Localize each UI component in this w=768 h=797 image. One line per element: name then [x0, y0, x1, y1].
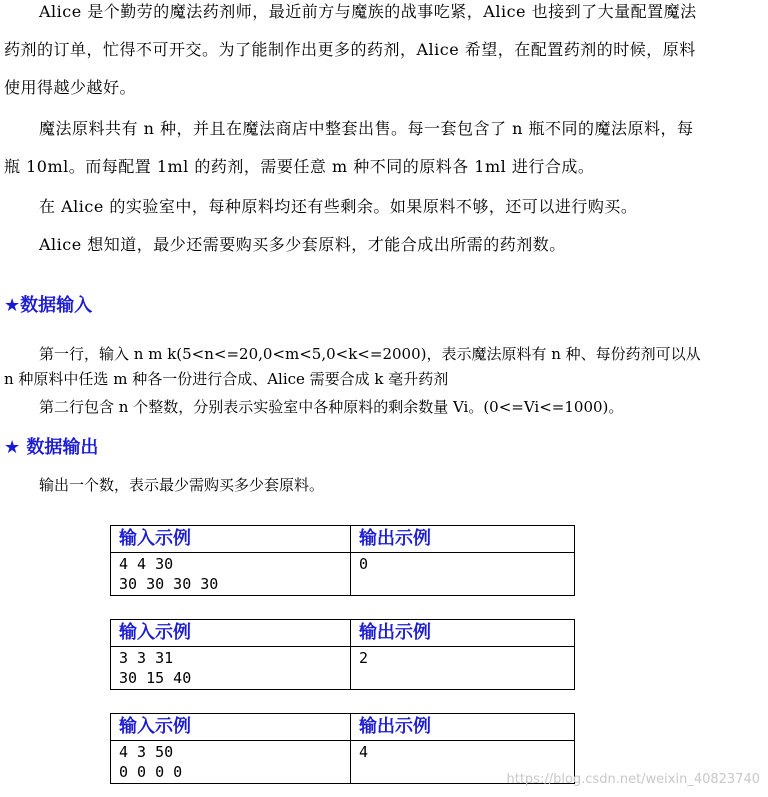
sample-table-1: [110, 525, 575, 596]
problem-paragraph-3: 在 Alice 的实验室中，每种原料均还有些剩余。如果原料不够，还可以进行购买。: [39, 197, 638, 216]
input-line-2: 第二行包含 n 个整数，分别表示实验室中各种原料的剩余数量 Vi。(0<=Vi<=1000)。: [39, 398, 624, 416]
input-line-1: 第一行，输入 n m k(5<n<=20,0<m<5,0<k<=2000)，表示魔法原料有 n 种、每份药剂可以从 n 种原料中任选 m 种各一份进行合成、Alice 需要合成 k 毫升药剂: [4, 345, 701, 388]
sample-table-3: [110, 713, 575, 784]
problem-paragraph-2: 魔法原料共有 n 种，并且在魔法商店中整套出售。每一套包含了 n 瓶不同的魔法原料，每瓶 10ml。而每配置 1ml 的药剂，需要任意 m 种不同的原料各 1ml 进行合成。: [4, 119, 694, 176]
sample-input-header: 输入示例: [111, 620, 351, 647]
problem-paragraph-4: Alice 想知道，最少还需要购买多少套原料，才能合成出所需的药剂数。: [39, 235, 566, 254]
sample-input-value: 3 3 31 30 15 40: [111, 647, 351, 690]
output-section-heading: ★ 数据输出: [4, 437, 99, 458]
sample-input-value: 4 3 50 0 0 0 0: [111, 741, 351, 784]
sample-output-value: 2: [351, 647, 575, 690]
sample-input-header: 输入示例: [111, 714, 351, 741]
input-section-heading: ★数据输入: [4, 295, 93, 316]
sample-output-header: 输出示例: [351, 714, 575, 741]
problem-paragraph-1: Alice 是个勤劳的魔法药剂师，最近前方与魔族的战事吃紧，Alice 也接到了大量配置魔法药剂的订单，忙得不可开交。为了能制作出更多的药剂，Alice 希望，在配置药剂的时候，原料使用得越少越好。: [4, 2, 697, 97]
sample-output-header: 输出示例: [351, 620, 575, 647]
sample-output-header: 输出示例: [351, 526, 575, 553]
sample-table-2: [110, 619, 575, 690]
sample-input-header: 输入示例: [111, 526, 351, 553]
watermark: https://blog.csdn.net/weixin_40823740: [506, 772, 760, 787]
sample-output-value: 4: [351, 741, 575, 784]
output-line-1: 输出一个数，表示最少需购买多少套原料。: [39, 476, 325, 494]
sample-output-value: 0: [351, 553, 575, 596]
sample-input-value: 4 4 30 30 30 30 30: [111, 553, 351, 596]
